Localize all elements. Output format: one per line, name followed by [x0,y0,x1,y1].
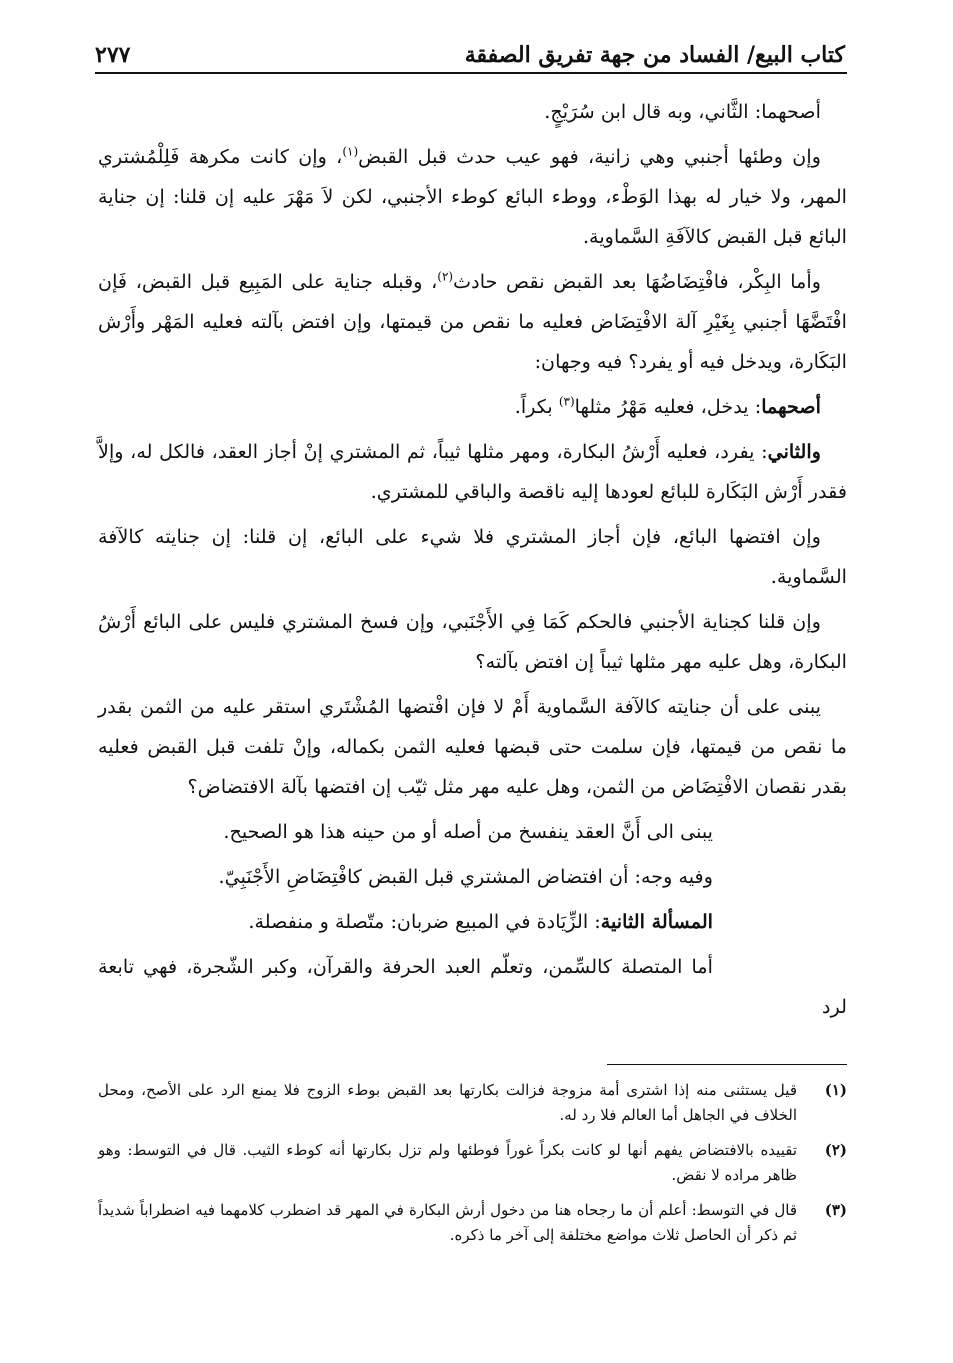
paragraph-1 [98,92,847,132]
footnotes [98,1078,847,1258]
header-rule [95,72,847,74]
paragraph-text: وأما البِكْر، فافْتِضَاضُهَا بعد القبض نقص حادث [453,270,821,293]
paragraph-7 [98,602,847,682]
paragraph-text: : يفرد، فعليه أَرْشُ البكارة، ومهر مثلها ثيباً، ثم المشتري إنْ أجاز العقد، فالكل له، وإلاَّ فقدر أَرْش البَكَارة للبائع لعودها إليه ناقصة والباقي للمشتري. [98,440,847,503]
running-header [95,28,845,68]
paragraph-text: أما المتصلة كالسِّمن، وتعلّم العبد الحرفة والقرآن، وكبر الشّجرة، فهي تابعة لرد [98,955,847,1018]
paragraph-4 [98,387,847,427]
footnote-number: (٢) [824,1141,847,1159]
footnote-number: (١) [824,1081,847,1099]
footnote-text: تقييده بالافتضاض يفهم أنها لو كانت بكراً غوراً فوطئها ولم تزل بكارتها أنه كوطء الثيب. قال في التوسط: وهو ظاهر مراده لا نقض. [98,1141,797,1184]
paragraph-2 [98,137,847,257]
footnote-ref-2: (٢) [437,269,454,284]
paragraph-text: ، وقبله جناية على المَبِيع قبل القبض، فَإن افْتَضَّهَا أجنبي بِغَيْرِ آلة الافْتِضَاض فعليه ما نقص من قيمتها، وإن افتض بآلته فعليه المَهْر وأَرْش البَكَارة، ويدخل فيه أو يفرد؟ فيه وجهان: [98,270,847,373]
paragraph-10 [98,857,847,897]
paragraph-lead: أصحهما [761,395,821,418]
footnote-1 [98,1078,847,1128]
paragraph-text: وفيه وجه: أن افتضاض المشتري قبل القبض كافْتِضَاضِ الأَجْنَبِيّ. [218,865,713,888]
footnote-text: قيل يستثنى منه إذا اشترى أمة مزوجة فزالت بكارتها بعد القبض بوطء الزوج فلا يمنع الرد على الأصح، ومحل الخلاف في الجاهل أما العالم فلا رد له. [98,1081,797,1124]
footnote-2 [98,1138,847,1188]
paragraph-text: بكراً. [514,395,559,418]
paragraph-text: ، وإن كانت مكرهة فَلِلْمُشتري المهر، ولا خيار له بهذا الوَطْء، ووطء البائع كوطء الأجنبي، لكن لاَ مَهْرَ عليه إن قلنا: إن جناية البائع قبل القبض كالآفَةِ السَّماوية. [98,145,847,248]
page-number: ٢٧٧ [95,42,131,68]
paragraph-text: يبنى الى أَنَّ العقد ينفسخ من أصله أو من حينه هذا هو الصحيح. [223,820,713,843]
footnote-separator [607,1064,847,1065]
paragraph-text: : الزِّيَادة في المبيع ضربان: متّصلة و منفصلة. [248,910,601,933]
paragraph-9 [98,812,847,852]
paragraph-12 [98,947,847,1027]
section-heading: المسألة الثانية [600,910,713,933]
paragraph-text: وإن قلنا كجناية الأجنبي فالحكم كَمَا فِي الأَجْنَبي، وإن فسخ المشتري فليس على البائع أَرْشُ البكارة، وهل عليه مهر مثلها ثيباً إن افتض بآلته؟ [98,610,847,673]
footnote-ref-3: (٣) [558,394,575,409]
main-text [98,92,847,1032]
paragraph-8 [98,687,847,807]
footnote-number: (٣) [824,1201,847,1219]
paragraph-text: وإن وطئها أجنبي وهي زانية، فهو عيب حدث قبل القبض [358,145,821,168]
paragraph-text: أصحهما: الثَّاني، وبه قال ابن سُرَيْجٍ. [544,100,821,123]
footnote-text: قال في التوسط: أعلم أن ما رجحاه هنا من دخول أرش البكارة في المهر قد اضطرب كلامهما فيه اضطراباً شديداً ثم ذكر أن الحاصل ثلاث مواضع مختلفة إلى آخر ما ذكره. [98,1201,797,1244]
paragraph-text: : يدخل، فعليه مَهْرُ مثلها [574,395,762,418]
paragraph-text: وإن افتضها البائع، فإن أجاز المشتري فلا شيء على البائع، إن قلنا: إن جنايته كالآفة السَّماوية. [98,525,847,588]
footnote-3 [98,1198,847,1248]
footnote-ref-1: (١) [342,144,359,159]
paragraph-3 [98,262,847,382]
paragraph-lead: والثاني [767,440,821,463]
header-title: كتاب البيع/ الفساد من جهة تفريق الصفقة [464,42,845,68]
paragraph-6 [98,517,847,597]
paragraph-11 [98,902,847,942]
paragraph-text: يبنى على أن جنايته كالآفة السَّماوية أَمْ لا فإن افْتضها المُشْتَري استقر عليه من الثمن بقدر ما نقص من قيمتها، فإن سلمت حتى قبضها فعليه الثمن بكماله، وإنْ تلفت قبل القبض فعليه بقدر نقصان الافْتِضَاض من الثمن، وهل عليه مهر مثل ثيّب إن افتضها بآلة الافتضاض؟ [98,695,847,798]
paragraph-5 [98,432,847,512]
